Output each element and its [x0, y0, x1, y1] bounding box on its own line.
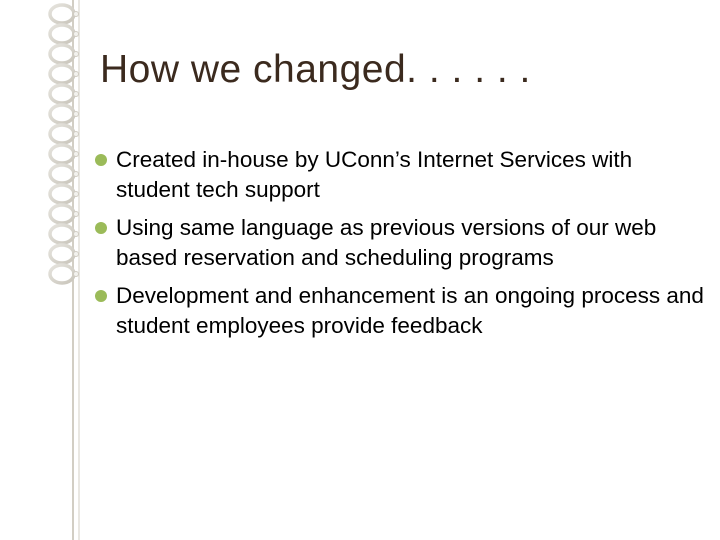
- bullet-text: Created in-house by UConn’s Internet Services with student tech support: [116, 147, 633, 202]
- bullet-item: [94, 145, 704, 205]
- bullet-item: [94, 281, 704, 341]
- bullet-dot-icon: [95, 222, 107, 234]
- bullet-dot-icon: [95, 290, 107, 302]
- bullet-text: Using same language as previous versions of our web based reservation and scheduling programs: [116, 215, 657, 270]
- binder-rings-icon: [0, 0, 82, 540]
- bullet-list: [94, 145, 704, 349]
- bullet-item: [94, 213, 704, 273]
- bullet-dot-icon: [95, 154, 107, 166]
- slide-title: How we changed. . . . . .: [100, 48, 531, 91]
- bullet-text: Development and enhancement is an ongoing process and student employees provide feedback: [116, 283, 704, 338]
